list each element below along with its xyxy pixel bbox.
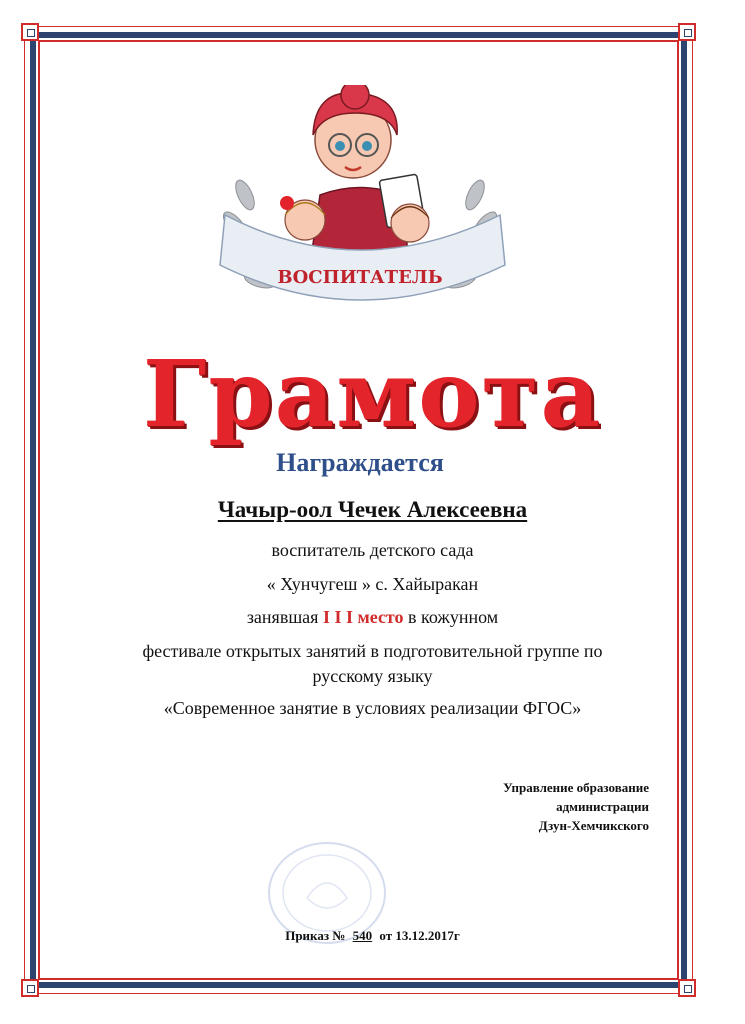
issuer-line-3: Дзун-Хемчикского	[538, 818, 649, 833]
place-value: I I I место	[322, 607, 404, 627]
place-line	[0, 607, 745, 628]
corner-ornament-top-right	[678, 23, 696, 41]
teacher-emblem-icon	[205, 85, 515, 320]
order-number: 540	[352, 928, 373, 943]
order-suffix: от 13.12.2017г	[376, 928, 460, 943]
order-line	[0, 928, 745, 944]
place-prefix: занявшая	[246, 607, 323, 627]
order-prefix: Приказ №	[285, 928, 349, 943]
kindergarten-line: « Хунчугеш » с. Хайыракан	[266, 574, 479, 594]
festival-line-1: фестивале открытых занятий в подготовительной группе по	[142, 641, 603, 661]
issuer-line-2: администрации	[556, 799, 649, 814]
recipient-name-text: Чачыр-оол Чечек Алексеевна	[217, 497, 528, 522]
corner-ornament-bottom-left	[21, 979, 39, 997]
corner-ornament-bottom-right	[678, 979, 696, 997]
topic-line: «Современное занятие в условиях реализации ФГОС»	[163, 698, 582, 718]
issuer-line-1: Управление образование	[503, 780, 649, 795]
awarded-label: Награждается	[276, 448, 444, 477]
corner-ornament-top-left	[21, 23, 39, 41]
recipient-name	[0, 497, 745, 523]
position-line: воспитатель детского сада	[271, 540, 474, 560]
place-suffix: в кожунном	[403, 607, 499, 627]
certificate-title: Грамота	[142, 340, 603, 448]
issuer-block	[409, 778, 649, 835]
festival-line-2: русскому языку	[312, 666, 433, 686]
logo-banner-text: ВОСПИТАТЕЛЬ	[277, 267, 443, 288]
